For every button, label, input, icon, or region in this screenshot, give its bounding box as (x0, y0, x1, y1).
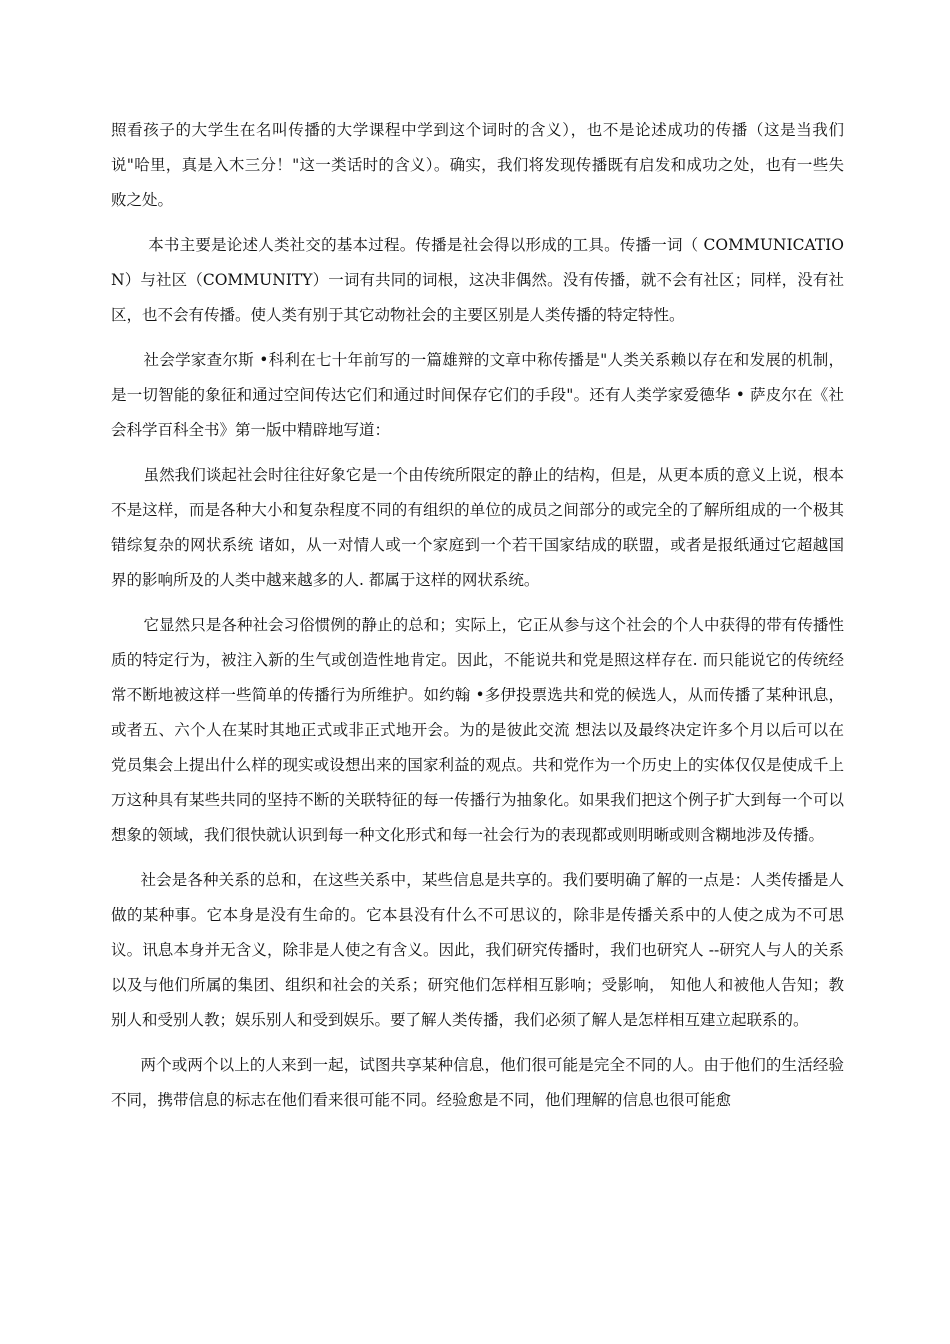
paragraph-3: 社会学家查尔斯 •科利在七十年前写的一篇雄辩的文章中称传播是"人类关系赖以存在和发展的机制，是一切智能的象征和通过空间传达它们和通过时间保存它们的手段"。还有人类学家爱德华 • 萨皮尔在《社会科学百科全书》第一版中精辟地写道： (111, 351, 844, 439)
paragraph-5: 两个或两个以上的人来到一起，试图共享某种信息，他们很可能是完全不同的人。由于他们的生活经验不同，携带信息的标志在他们看来很可能不同。经验愈是不同，他们理解的信息也很可能愈 (111, 1056, 844, 1109)
paragraph-4: 社会是各种关系的总和，在这些关系中，某些信息是共享的。我们要明确了解的一点是：人类传播是人做的某种事。它本身是没有生命的。它本县没有什么不可思议的，除非是传播关系中的人使之成为不可思议。讯息本身并无含义，除非是人使之有含义。因此，我们研究传播时，我们也研究人 --研究人与人的关系以及与他们所属的集团、组织和社会的关系；研究他们怎样相互影响；受影响， 知他人和被他人告知；教别人和受别人教；娱乐别人和受到娱乐。要了解人类传播，我们必须了解人是怎样相互建立起联系的。 (111, 871, 844, 1029)
paragraph-1: 照看孩子的大学生在名叫传播的大学课程中学到这个词时的含义），也不是论述成功的传播（这是当我们说"哈里，真是入木三分！"这一类话时的含义）。确实，我们将发现传播既有启发和成功之处，也有一些失败之处。 (111, 121, 844, 209)
quote-paragraph-2: 它显然只是各种社会习俗惯例的静止的总和；实际上，它正从参与这个社会的个人中获得的带有传播性质的特定行为，被注入新的生气或创造性地肯定。因此，不能说共和党是照这样存在. 而只能说它的传统经常不断地被这样一些简单的传播行为所维护。如约翰 •多伊投票选共和党的候选人，从而传播了某种讯息，或者五、六个人在某时其地正式或非正式地开会。为的是彼此交流 想法以及最终决定许多个月以后可以在党员集会上提出什么样的现实或设想出来的国家利益的观点。共和党作为一个历史上的实体仅仅是使成千上万这种具有某些共同的坚持不断的关联特征的每一传播行为抽象化。如果我们把这个例子扩大到每一个可以想象的领域，我们很快就认识到每一种文化形式和每一社会行为的表现都或则明晰或则含糊地涉及传播。 (111, 616, 844, 844)
paragraph-2: 本书主要是论述人类社交的基本过程。传播是社会得以形成的工具。传播一词（ COMMUNICATION）与社区（COMMUNITY）一词有共同的词根，这决非偶然。没有传播，就不会有社区；同样，没有社区，也不会有传播。使人类有别于其它动物社会的主要区别是人类传播的特定特性。 (111, 236, 844, 324)
quote-paragraph-1: 虽然我们谈起社会时往往好象它是一个由传统所限定的静止的结构，但是，从更本质的意义上说，根本不是这样，而是各种大小和复杂程度不同的有组织的单位的成员之间部分的或完全的了解所组成的一个极其错综复杂的网状系统 诸如，从一对情人或一个家庭到一个若干国家结成的联盟，或者是报纸通过它超越国界的影响所及的人类中越来越多的人. 都属于这样的网状系统。 (111, 466, 844, 589)
